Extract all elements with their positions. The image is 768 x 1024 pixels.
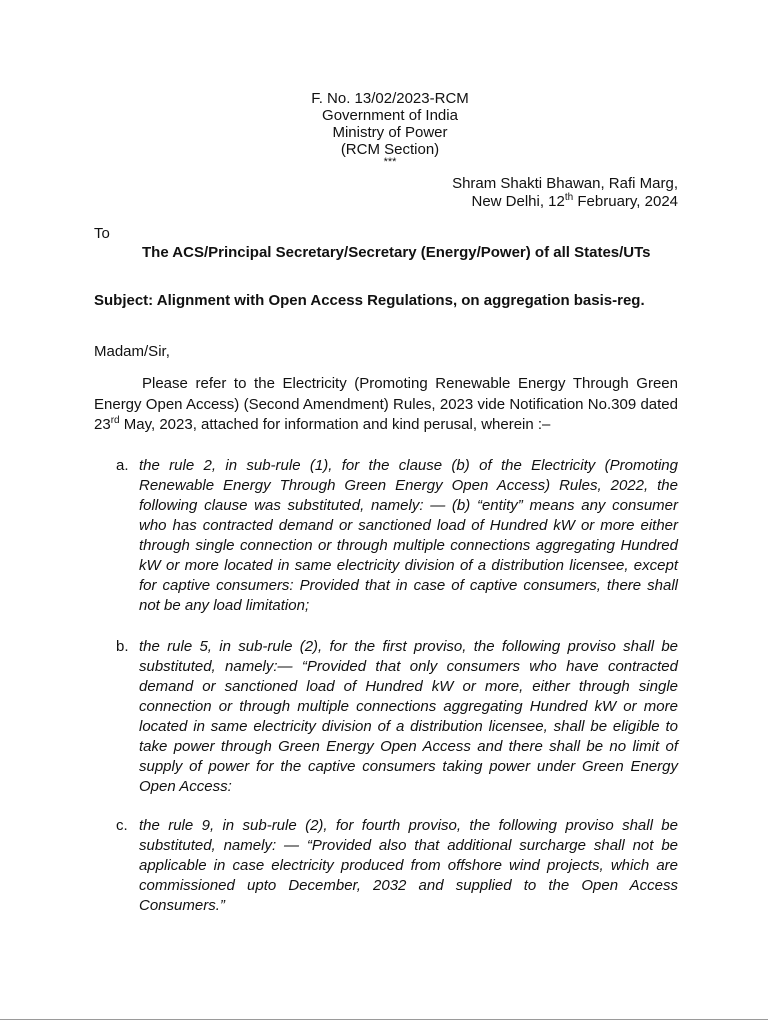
intro-text-end: May, 2023, attached for information and kind perusal, wherein :– — [119, 416, 551, 433]
list-item — [116, 456, 678, 616]
ministry-line: Ministry of Power — [332, 124, 448, 141]
list-item — [116, 637, 678, 797]
intro-suffix: rd — [110, 415, 120, 426]
to-label: To — [94, 225, 110, 242]
file-number: F. No. 13/02/2023-RCM — [311, 90, 469, 107]
list-item — [116, 816, 678, 916]
intro-paragraph — [94, 374, 678, 436]
recipient: The ACS/Principal Secretary/Secretary (Energy/Power) of all States/UTs — [142, 244, 651, 261]
list-item-label: c. — [116, 817, 128, 834]
date-city: New Delhi, 12 — [471, 193, 565, 210]
intro-text: Please refer to the Electricity (Promoting Renewable Energy Through Green Energy Open Access) (Second Amendment) Rules, 2023 vide Notification No.309 dated 23 — [94, 375, 678, 433]
section-line: (RCM Section) — [340, 141, 440, 158]
list-item-label: b. — [116, 638, 129, 655]
date-suffix: th — [564, 192, 574, 203]
government-line: Government of India — [322, 107, 458, 124]
list-item-label: a. — [116, 457, 129, 474]
list-item-text: the rule 5, in sub-rule (2), for the first proviso, the following proviso shall be substituted, namely:— “Provided that only consumers who have contracted demand or sanctioned load of Hundred kW or more, either through single connection or through multiple connections aggregating Hundred kW or more located in same electricity division of a distribution licensee, shall be eligible to take power through Green Energy Open Access and there shall be no limit of supply of power for the captive consumers taking power under Green Energy Open Access: — [139, 638, 678, 795]
subject: Subject: Alignment with Open Access Regulations, on aggregation basis-reg. — [94, 292, 645, 309]
list-item-text: the rule 2, in sub-rule (1), for the clause (b) of the Electricity (Promoting Renewable Energy Through Green Energy Open Access) Rules, 2022, the following clause was substituted, namely: — (b) “entity” means any consumer who has contracted demand or sanctioned load of Hundred kW or more either through single connection or through multiple connections aggregating Hundred kW or more located in same electricity division of a distribution licensee, except for captive consumers: Provided that in case of captive consumers, there shall not be any load limitation; — [139, 457, 678, 614]
separator: *** — [383, 156, 397, 168]
address-line: Shram Shakti Bhawan, Rafi Marg, — [452, 175, 678, 192]
date-line — [471, 192, 678, 212]
list-item-text: the rule 9, in sub-rule (2), for fourth proviso, the following proviso shall be substituted, namely: — “Provided also that additional surcharge shall not be applicable in case electricity produced from offshore wind projects, which are commissioned upto December, 2032 and supplied to the Open Access Consumers.” — [139, 817, 678, 914]
salutation: Madam/Sir, — [94, 343, 170, 360]
date-rest: February, 2024 — [573, 193, 678, 210]
page-edge-divider — [0, 1019, 768, 1020]
